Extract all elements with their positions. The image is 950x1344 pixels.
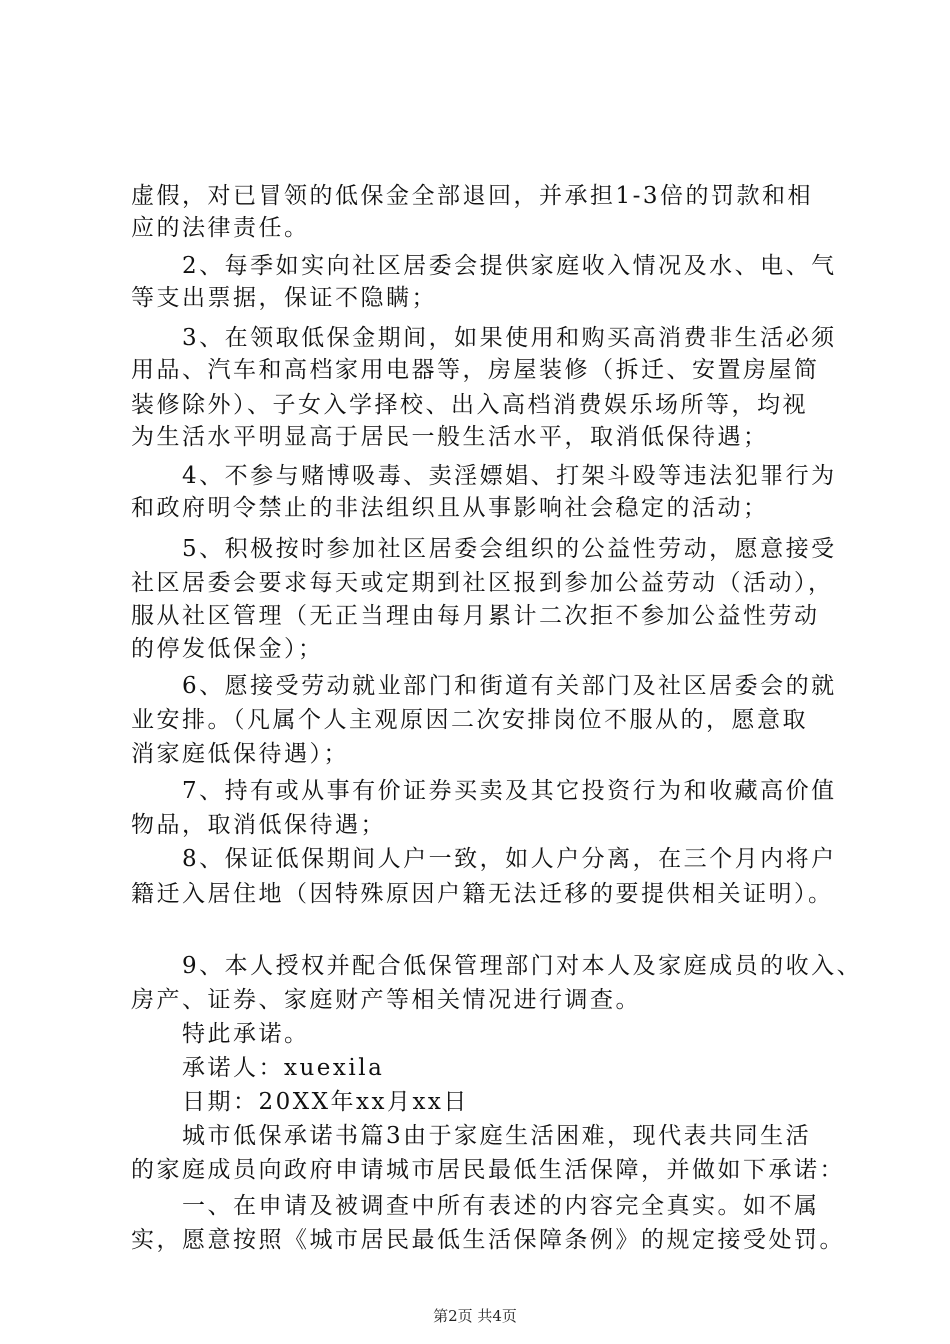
body-text-line: 应的法律责任。 xyxy=(131,215,310,241)
body-text-line: 业安排。（凡属个人主观原因二次安排岗位不服从的，愿意取 xyxy=(131,707,808,733)
signer-line: 承诺人：xuexila xyxy=(131,1055,385,1081)
body-text-line: 8、保证低保期间人户一致，如人户分离，在三个月内将户 xyxy=(131,846,837,872)
date-line: 日期：20XX年xx月xx日 xyxy=(131,1089,469,1115)
body-text-line: 和政府明令禁止的非法组织且从事影响社会稳定的活动； xyxy=(131,495,769,521)
body-text-line: 社区居委会要求每天或定期到社区报到参加公益劳动（活动）， xyxy=(131,570,834,596)
body-text-line: 城市低保承诺书篇3由于家庭生活困难，现代表共同生活 xyxy=(131,1123,812,1149)
body-text-line: 装修除外）、子女入学择校、出入高档消费娱乐场所等，均视 xyxy=(131,392,808,418)
body-text-line: 一、在申请及被调查中所有表述的内容完全真实。如不属 xyxy=(131,1193,820,1219)
body-text-line: 物品，取消低保待遇； xyxy=(131,812,386,838)
body-text-line: 房产、证券、家庭财产等相关情况进行调查。 xyxy=(131,987,641,1013)
body-text-line: 用品、汽车和高档家用电器等，房屋装修（拆迁、安置房屋简 xyxy=(131,357,820,383)
body-text-line: 籍迁入居住地（因特殊原因户籍无法迁移的要提供相关证明）。 xyxy=(131,881,834,907)
body-text-line: 9、本人授权并配合低保管理部门对本人及家庭成员的收入、 xyxy=(131,953,863,979)
body-text-line: 消家庭低保待遇）； xyxy=(131,741,349,767)
body-text-line: 等支出票据，保证不隐瞒； xyxy=(131,285,437,311)
body-text-line: 6、愿接受劳动就业部门和街道有关部门及社区居委会的就 xyxy=(131,673,837,699)
body-text-line: 3、在领取低保金期间，如果使用和购买高消费非生活必须 xyxy=(131,325,837,351)
body-text-line: 7、持有或从事有价证券买卖及其它投资行为和收藏高价值 xyxy=(131,778,837,804)
body-text-line: 虚假，对已冒领的低保金全部退回，并承担1-3倍的罚款和相 xyxy=(131,183,814,209)
body-text-line: 的停发低保金）； xyxy=(131,636,324,662)
body-text-line: 4、不参与赌博吸毒、卖淫嫖娼、打架斗殴等违法犯罪行为 xyxy=(131,463,837,489)
body-text-line: 实，愿意按照《城市居民最低生活保障条例》的规定接受处罚。 xyxy=(131,1227,845,1253)
body-text-line: 为生活水平明显高于居民一般生活水平，取消低保待遇； xyxy=(131,424,769,450)
body-text-line: 的家庭成员向政府申请城市居民最低生活保障，并做如下承诺： xyxy=(131,1157,845,1183)
body-text-line: 5、积极按时参加社区居委会组织的公益性劳动，愿意接受 xyxy=(131,536,837,562)
body-text-line: 2、每季如实向社区居委会提供家庭收入情况及水、电、气 xyxy=(131,253,837,279)
body-text-line: 特此承诺。 xyxy=(131,1021,310,1047)
body-text-line: 服从社区管理（无正当理由每月累计二次拒不参加公益性劳动 xyxy=(131,603,820,629)
page-number-footer: 第2页 共4页 xyxy=(433,1307,517,1325)
